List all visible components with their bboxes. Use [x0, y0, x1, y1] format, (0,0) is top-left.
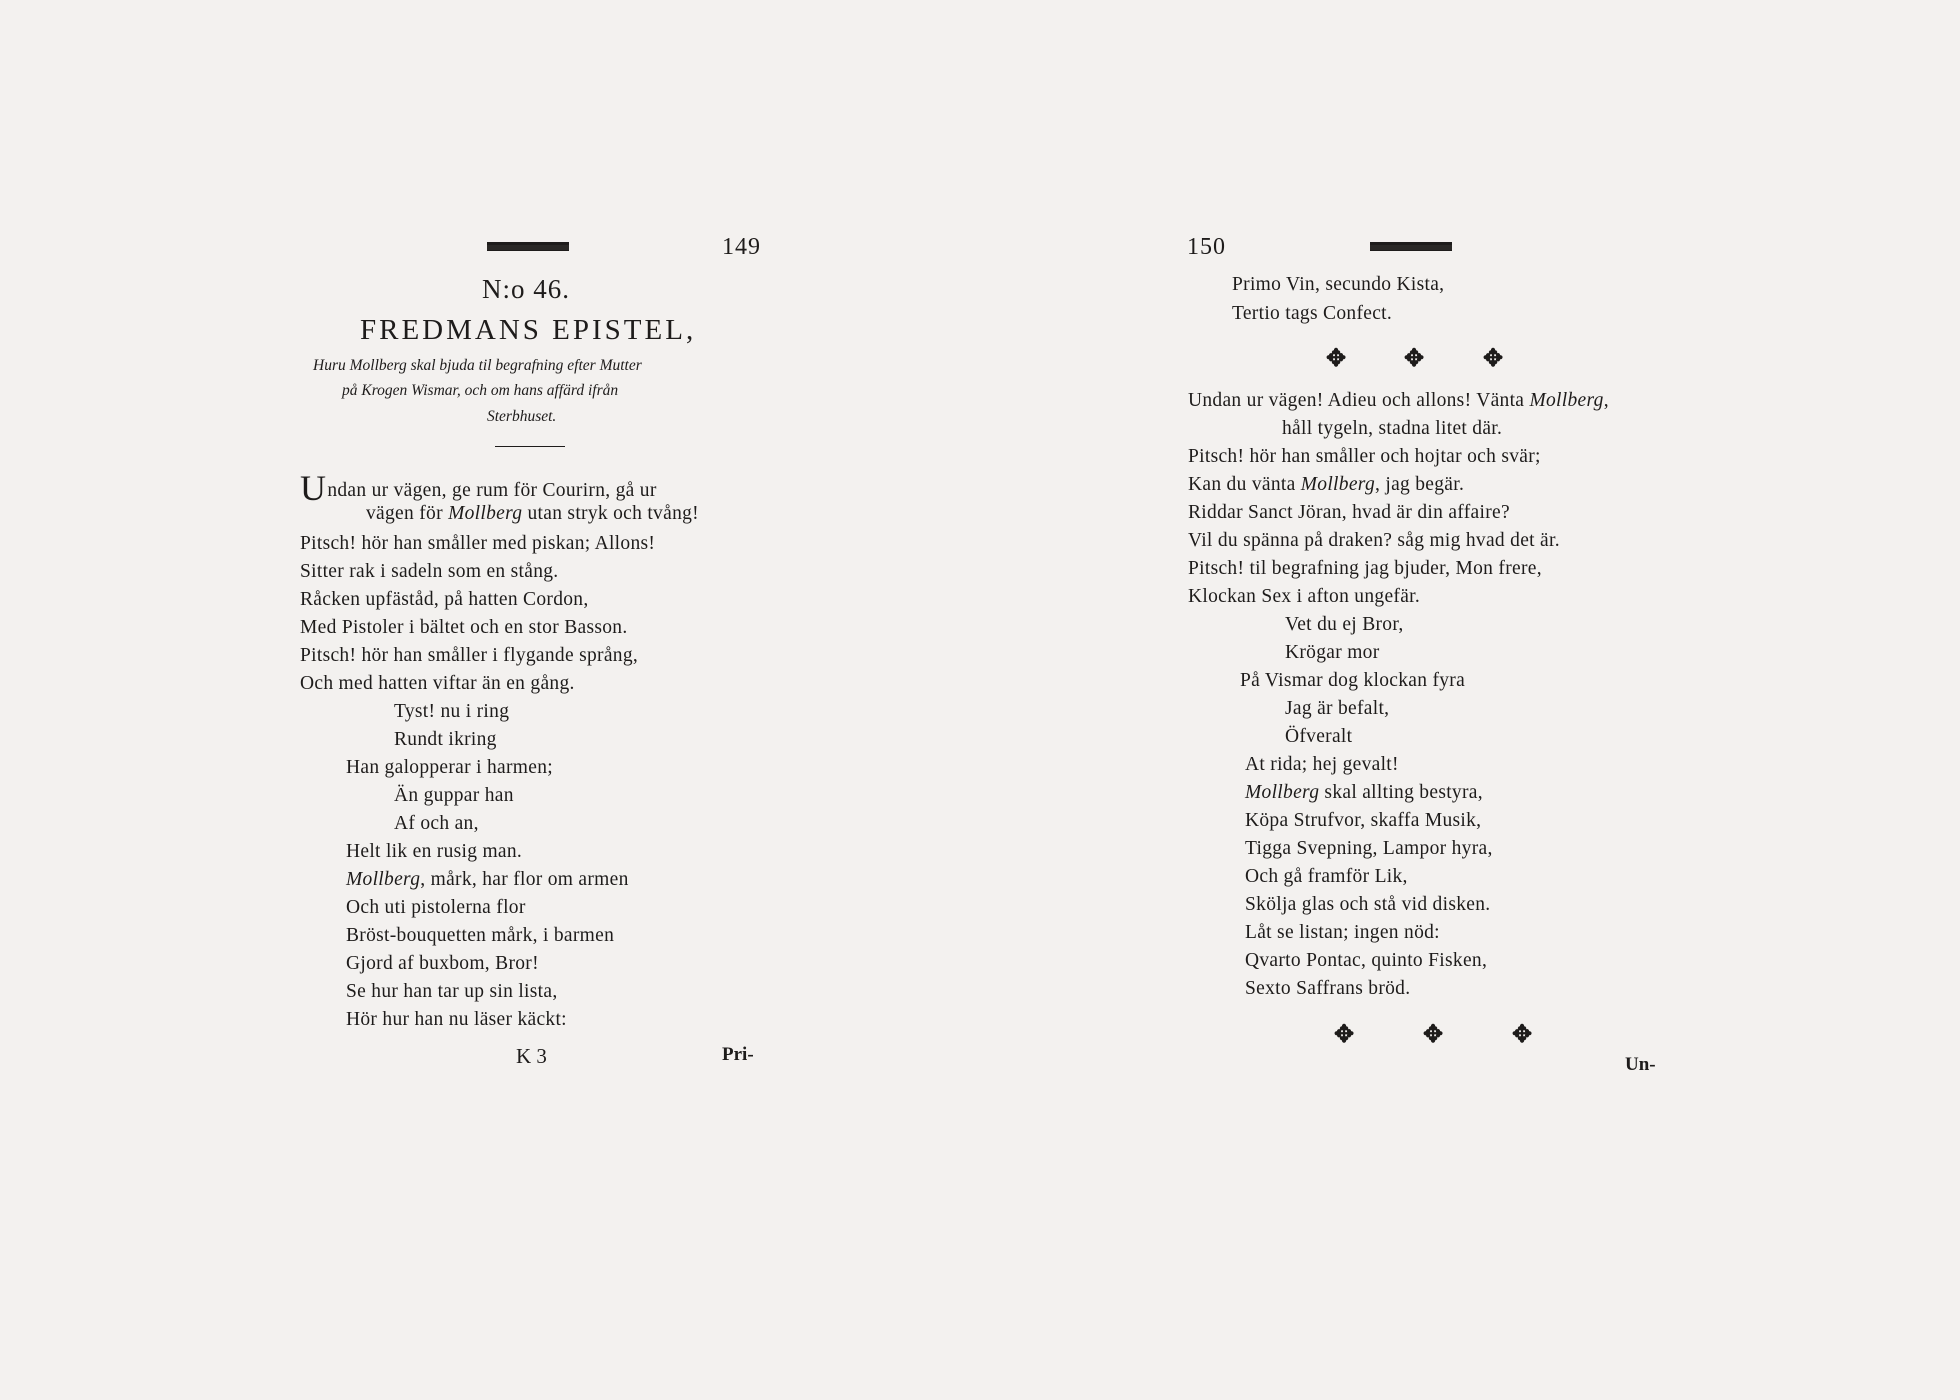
fleuron-ornament: ✥	[1483, 346, 1504, 372]
verse-line: Helt lik en rusig man.	[346, 841, 523, 862]
verse-line: Pitsch! hör han småller med piskan; Allons!	[300, 533, 656, 554]
verse-line: Han galopperar i harmen;	[346, 757, 553, 778]
right-page	[980, 0, 1960, 1400]
catchword: Pri-	[722, 1044, 754, 1065]
epistle-number: N:o 46.	[482, 274, 570, 304]
fleuron-ornament: ✥	[1404, 346, 1425, 372]
verse-line: Med Pistoler i bältet och en stor Basson.	[300, 617, 628, 638]
subtitle-line: Sterbhuset.	[487, 408, 557, 425]
verse-line: Pitsch! til begrafning jag bjuder, Mon frere,	[1188, 558, 1542, 579]
verse-line: Vet du ej Bror,	[1285, 614, 1404, 635]
fleuron-ornament: ✥	[1512, 1022, 1533, 1048]
verse-line: vägen för Mollberg utan stryk och tvång!	[366, 503, 699, 524]
subtitle-line: Huru Mollberg skal bjuda til begrafning efter Mutter	[313, 357, 642, 374]
epistle-title: FREDMANS EPISTEL,	[360, 314, 697, 346]
verse-line: Jag är befalt,	[1285, 698, 1390, 719]
verse-line: Riddar Sanct Jöran, hvad är din affaire?	[1188, 502, 1510, 523]
verse-line: Köpa Strufvor, skaffa Musik,	[1245, 810, 1482, 831]
subtitle-line: på Krogen Wismar, och om hans affärd ifrån	[342, 382, 619, 399]
header-rule	[1370, 242, 1452, 251]
verse-line	[300, 470, 657, 506]
verse-line: Krögar mor	[1285, 642, 1380, 663]
fleuron-ornament: ✥	[1326, 346, 1347, 372]
verse-line: Och gå framför Lik,	[1245, 866, 1408, 887]
verse-line: Tigga Svepning, Lampor hyra,	[1245, 838, 1493, 859]
section-rule	[495, 446, 565, 447]
verse-line: Pitsch! hör han småller i flygande språng,	[300, 645, 639, 666]
verse-line: Tyst! nu i ring	[394, 701, 510, 722]
verse-line: Af och an,	[394, 813, 479, 834]
verse-line: håll tygeln, stadna litet där.	[1282, 418, 1503, 439]
verse-line: Och uti pistolerna flor	[346, 897, 526, 918]
verse-line: Hör hur han nu läser käckt:	[346, 1009, 567, 1030]
signature-mark: K 3	[516, 1044, 547, 1068]
verse-line: Tertio tags Confect.	[1232, 303, 1393, 324]
page-number: 150	[1187, 234, 1226, 260]
verse-line: Rundt ikring	[394, 729, 497, 750]
catchword: Un-	[1625, 1054, 1656, 1075]
verse-line: Kan du vänta Mollberg, jag begär.	[1188, 474, 1465, 495]
verse-line: Sexto Saffrans bröd.	[1245, 978, 1411, 999]
verse-line-text: ndan ur vägen, ge rum för Courirn, gå ur	[327, 480, 657, 501]
verse-line: Vil du spänna på draken? såg mig hvad det är.	[1188, 530, 1560, 551]
fleuron-ornament: ✥	[1334, 1022, 1355, 1048]
verse-line: Undan ur vägen! Adieu och allons! Vänta Mollberg,	[1188, 390, 1609, 411]
verse-line: Mollberg skal allting bestyra,	[1245, 782, 1483, 803]
verse-line: Primo Vin, secundo Kista,	[1232, 274, 1445, 295]
verse-line: Qvarto Pontac, quinto Fisken,	[1245, 950, 1488, 971]
page-number: 149	[722, 234, 761, 260]
verse-line: Klockan Sex i afton ungefär.	[1188, 586, 1421, 607]
verse-line: Bröst-bouquetten mårk, i barmen	[346, 925, 615, 946]
verse-line: På Vismar dog klockan fyra	[1240, 670, 1466, 691]
drop-cap: U	[300, 468, 327, 508]
verse-line: Skölja glas och stå vid disken.	[1245, 894, 1491, 915]
fleuron-ornament: ✥	[1423, 1022, 1444, 1048]
verse-line: Låt se listan; ingen nöd:	[1245, 922, 1440, 943]
verse-line: Öfveralt	[1285, 726, 1353, 747]
verse-line: Och med hatten viftar än en gång.	[300, 673, 575, 694]
verse-line: Pitsch! hör han småller och hojtar och svär;	[1188, 446, 1541, 467]
header-rule	[487, 242, 569, 251]
verse-line: Råcken upfäståd, på hatten Cordon,	[300, 589, 589, 610]
verse-line: Se hur han tar up sin lista,	[346, 981, 558, 1002]
verse-line: At rida; hej gevalt!	[1245, 754, 1399, 775]
verse-line: Mollberg, mårk, har flor om armen	[346, 869, 629, 890]
verse-line: Än guppar han	[394, 785, 514, 806]
verse-line: Sitter rak i sadeln som en stång.	[300, 561, 559, 582]
verse-line: Gjord af buxbom, Bror!	[346, 953, 539, 974]
